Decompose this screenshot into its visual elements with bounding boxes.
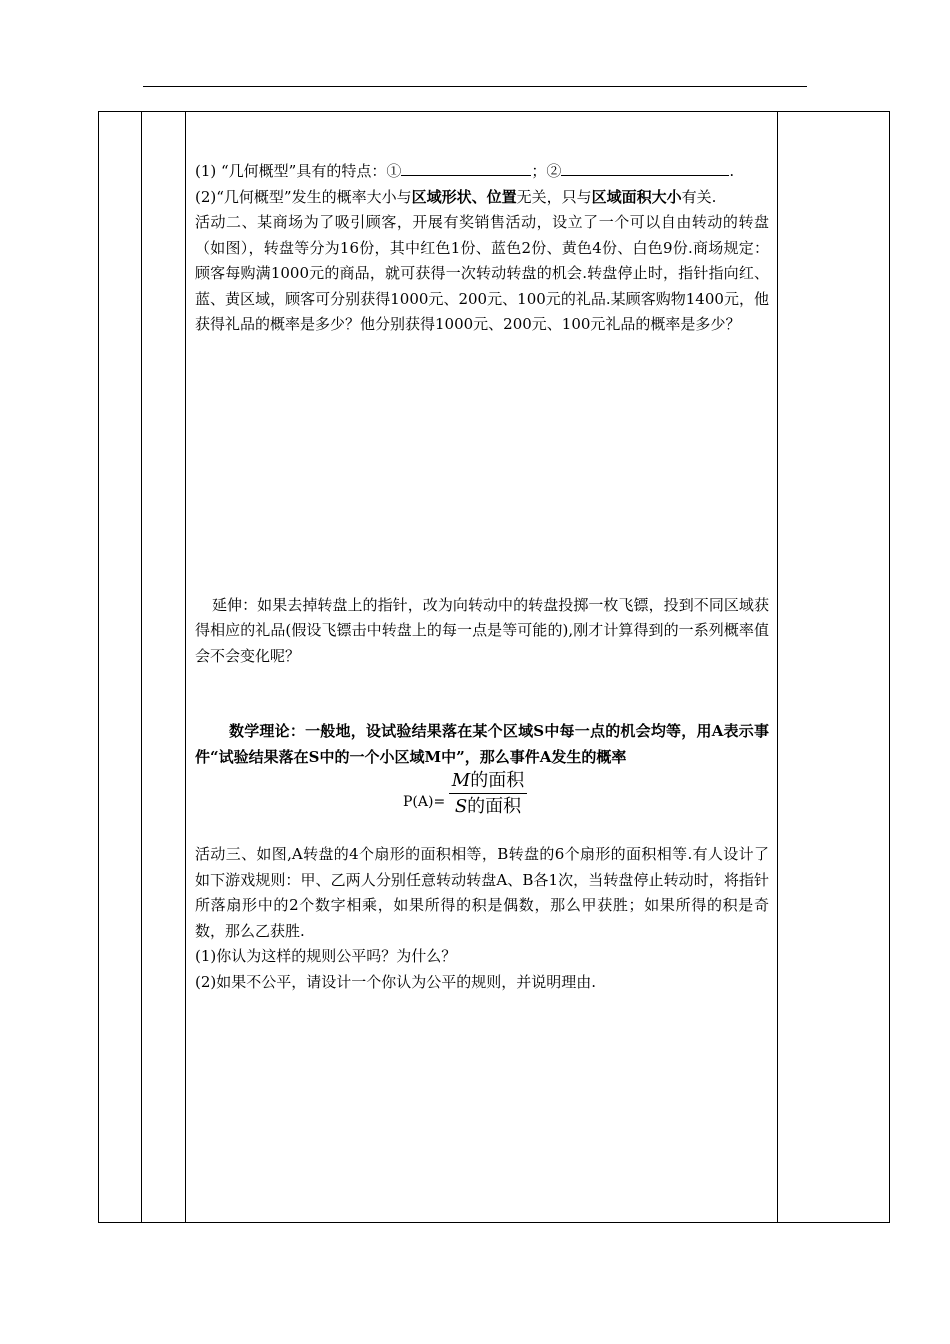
probability-formula (195, 770, 769, 824)
activity-three-text: 活动三、如图,A转盘的4个扇形的面积相等，B转盘的6个扇形的面积相等.有人设计了如下游戏规则：甲、乙两人分别任意转动转盘A、B各1次，当转盘停止转动时，将指针所落扇形中的2个数字相乘，如果所得的积是偶数，那么甲获胜；如果所得的积是奇数，那么乙获胜. (195, 845, 769, 940)
header-rule (143, 86, 807, 87)
spinner-figure-space (195, 338, 769, 593)
table-bottom-border (98, 1222, 890, 1223)
table-column-divider-3 (777, 111, 778, 1222)
formula-denominator: S的面积 (454, 796, 522, 817)
geometric-model-property: (2)“几何概型”发生的概率大小与区域形状、位置无关，只与区域面积大小有关. (195, 187, 717, 206)
activity-two-text: 活动二、某商场为了吸引顾客，开展有奖销售活动，设立了一个可以自由转动的转盘（如图），转盘等分为16份，其中红色1份、蓝色2份、黄色4份、白色9份.商场规定：顾客每购满1000元的商品，就可获得一次转动转盘的机会.转盘停止时，指针指向红、蓝、黄区域，顾客可分别获得1000元、200元、100元的礼品.某顾客购物1400元，他获得礼品的概率是多少？他分别获得1000元、200元、100元礼品的概率是多少？ (195, 213, 769, 333)
formula-lhs: P(A)= (403, 794, 446, 810)
lesson-content (195, 158, 769, 995)
table-top-border (98, 111, 890, 112)
table-right-border (889, 111, 890, 1222)
formula-numerator: M的面积 (449, 770, 527, 794)
table-left-border (98, 111, 99, 1222)
table-column-divider-2 (185, 111, 186, 1222)
geometric-model-features: (1) “几何概型”具有的特点：① ；② . (195, 158, 769, 185)
math-theory-text: 数学理论：一般地，设试验结果落在某个区域S中每一点的机会均等，用A表示事件“试验结果落在S中的一个小区域M中”，那么事件A发生的概率 (195, 722, 769, 766)
table-column-divider-1 (141, 111, 142, 1222)
answer-blank-2[interactable] (561, 158, 729, 176)
activity-three-question-2: (2)如果不公平，请设计一个你认为公平的规则，并说明理由. (195, 972, 597, 991)
answer-blank-1[interactable] (401, 158, 531, 176)
formula-fraction (449, 770, 527, 818)
extension-text: 延伸：如果去掉转盘上的指针，改为向转动中的转盘投掷一枚飞镖，投到不同区域获得相应的礼品(假设飞镖击中转盘上的每一点是等可能的),刚才计算得到的一系列概率值会不会变化呢？ (195, 595, 769, 665)
activity-three-question-1: (1)你认为这样的规则公平吗？为什么？ (195, 947, 457, 965)
